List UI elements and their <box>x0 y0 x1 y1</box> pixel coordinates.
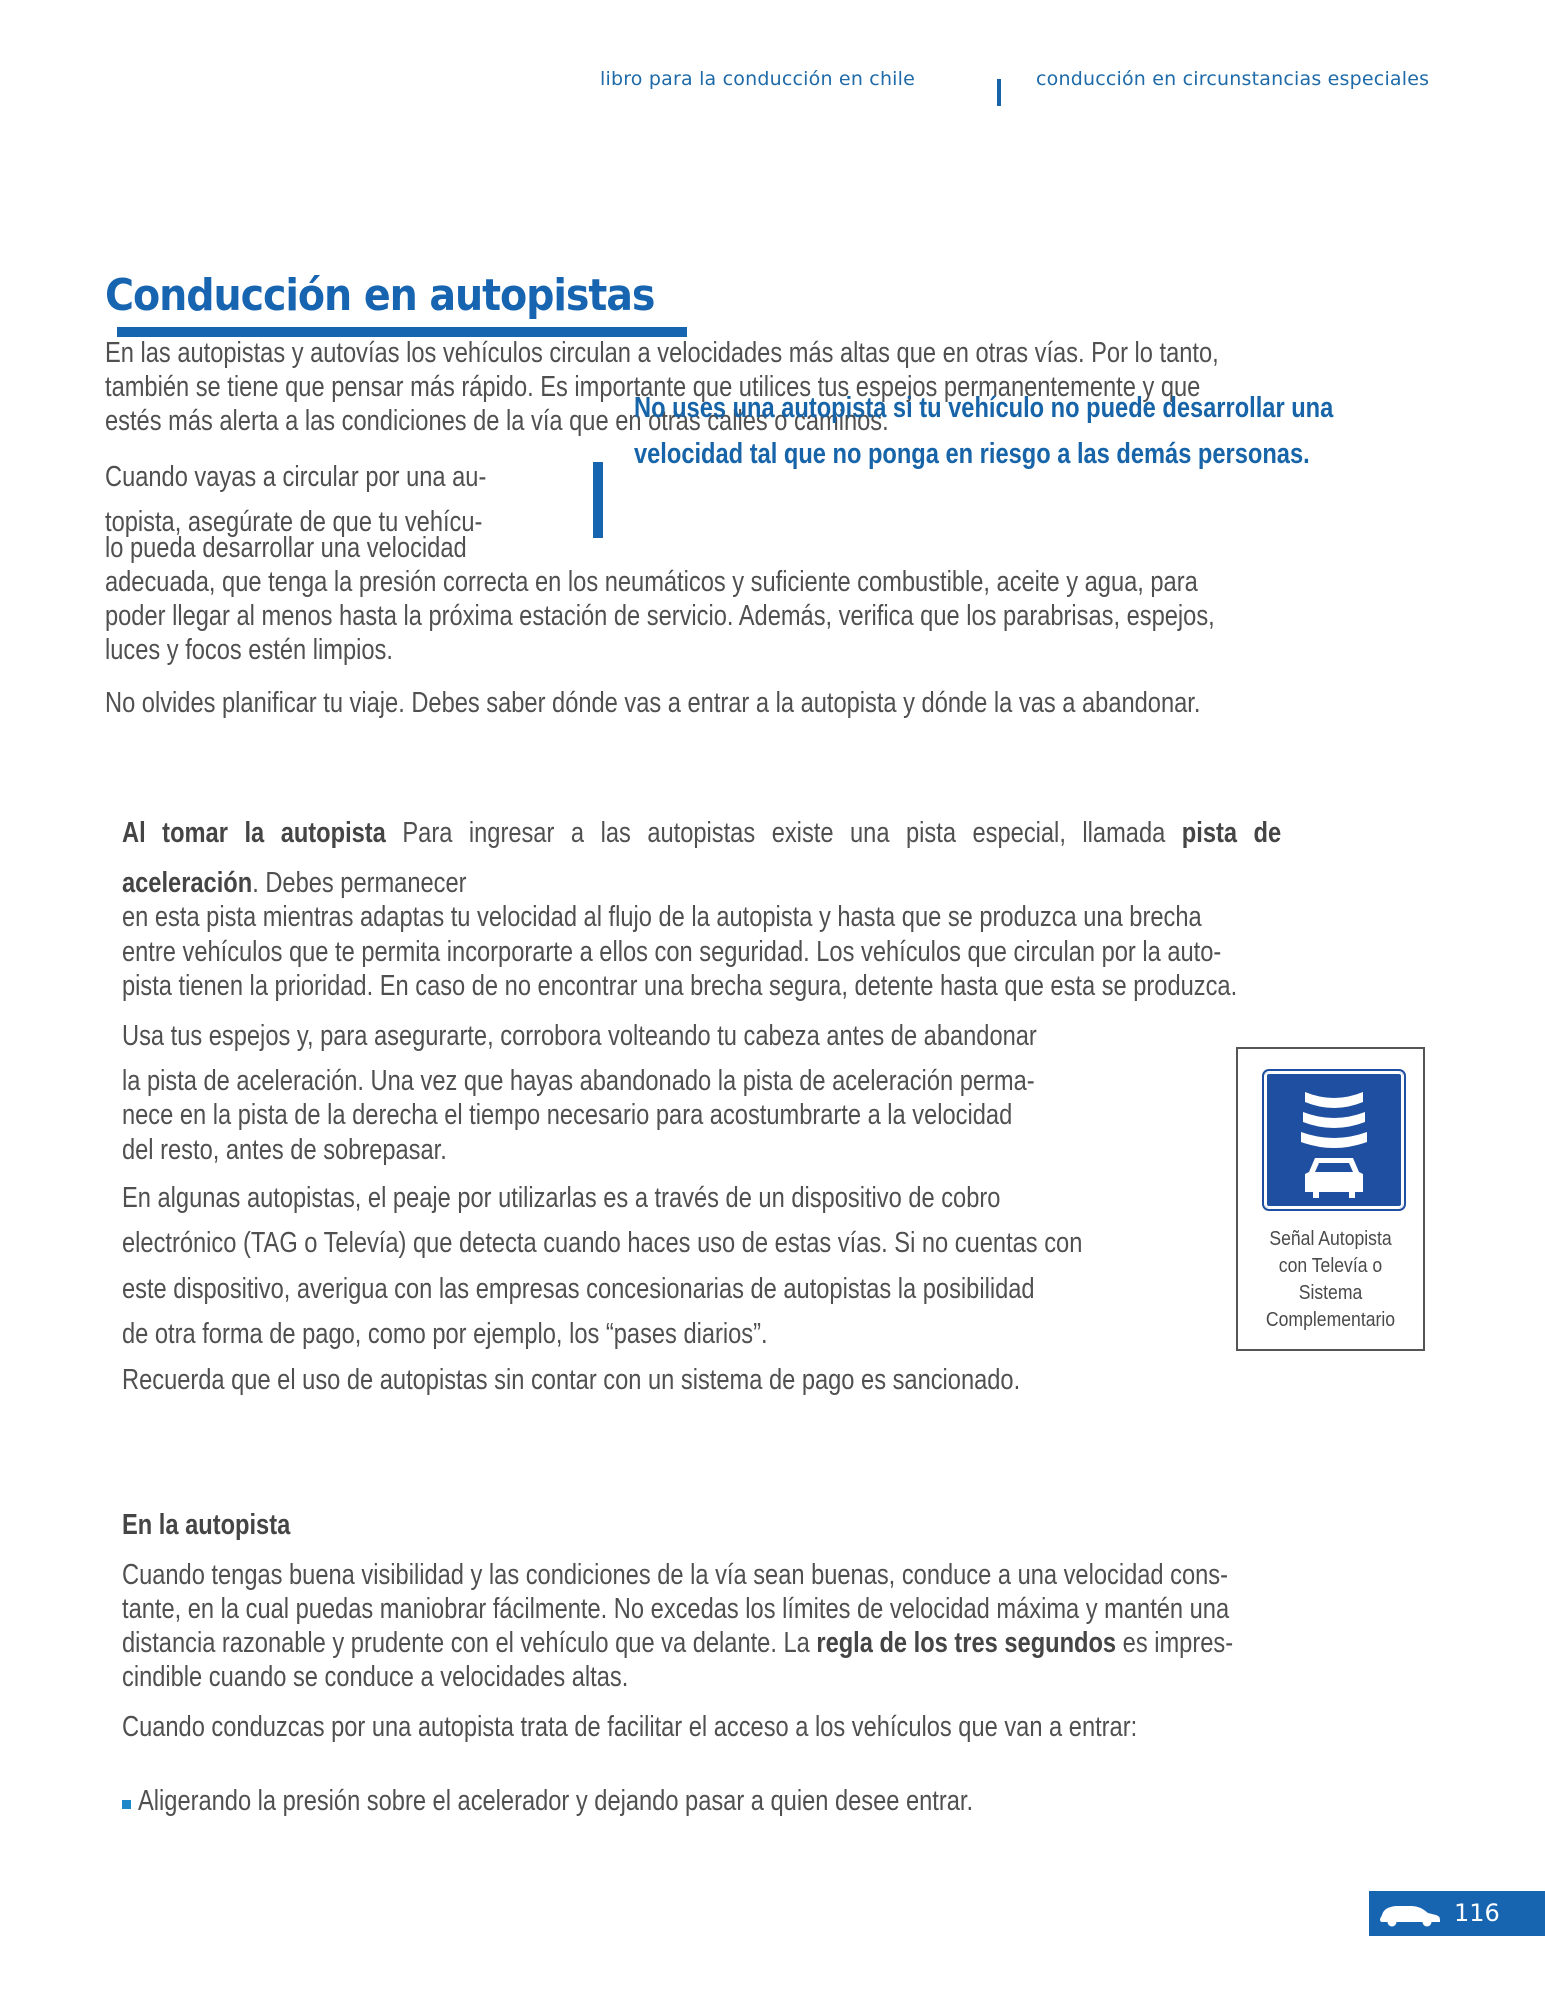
on-highway-line-3: distancia razonable y prudente con el vehículo que va delante. La regla de los tres segundos es impres- <box>122 1627 1234 1659</box>
list-item: Aligerando la presión sobre el acelerador y dejando pasar a quien desee entrar. <box>138 1785 974 1817</box>
on-highway-line-4: cindible cuando se conduce a velocidades altas. <box>122 1661 629 1693</box>
section-title: Conducción en autopistas <box>105 270 655 321</box>
intro-line-3: estés más alerta a las condiciones de la vía que en otras calles o caminos. <box>105 405 889 437</box>
callout-accent-bar <box>593 462 603 538</box>
on-highway-heading: En la autopista <box>122 1509 291 1541</box>
entering-heading: Al tomar la autopista <box>122 817 386 849</box>
prep-line-3: lo pueda desarrollar una velocidad <box>105 532 467 564</box>
bullet-icon <box>122 1800 131 1809</box>
toll-line-2: electrónico (TAG o Televía) que detecta cuando haces uso de estas vías. Si no cuentas con <box>122 1227 1083 1259</box>
mirrors-line-1: Usa tus espejos y, para asegurarte, corrobora volteando tu cabeza antes de abandonar <box>122 1020 1037 1052</box>
page-number-badge <box>1369 1891 1545 1936</box>
entering-line-2: aceleración. Debes permanecer <box>122 867 467 899</box>
entering-line-5: pista tienen la prioridad. En caso de no encontrar una brecha segura, detente hasta que esta se produzca. <box>122 970 1238 1002</box>
callout-line-2: velocidad tal que no ponga en riesgo a las demás personas. <box>634 438 1310 470</box>
prep-line-2: topista, asegúrate de que tu vehícu- <box>105 506 483 538</box>
page-number: 116 <box>1454 1899 1500 1927</box>
intro-line-1: En las autopistas y autovías los vehículos circulan a velocidades más altas que en otras vías. Por lo tanto, <box>105 337 1219 369</box>
callout-line-1: No uses una autopista si tu vehículo no puede desarrollar una <box>634 392 1334 424</box>
toll-line-5: Recuerda que el uso de autopistas sin contar con un sistema de pago es sancionado. <box>122 1364 1021 1396</box>
entering-line-1: Al tomar la autopista Para ingresar a las autopistas existe una pista especial, llamada pista de <box>122 817 1282 849</box>
prep-line-6: luces y focos estén limpios. <box>105 634 393 666</box>
toll-line-1: En algunas autopistas, el peaje por utilizarlas es a través de un dispositivo de cobro <box>122 1182 1001 1214</box>
on-highway-line-2: tante, en la cual puedas maniobrar fácilmente. No excedas los límites de velocidad máxima y mantén una <box>122 1593 1230 1625</box>
sign-figure <box>1236 1047 1425 1351</box>
toll-line-4: de otra forma de pago, como por ejemplo, los “pases diarios”. <box>122 1318 768 1350</box>
header-divider <box>997 79 1001 106</box>
entering-line-3: en esta pista mientras adaptas tu velocidad al flujo de la autopista y hasta que se produzca una brecha <box>122 901 1202 933</box>
three-second-rule: regla de los tres segundos <box>816 1627 1117 1659</box>
mirrors-line-2: la pista de aceleración. Una vez que hayas abandonado la pista de aceleración perma- <box>122 1065 1035 1097</box>
mirrors-line-3: nece en la pista de la derecha el tiempo necesario para acostumbrarte a la velocidad <box>122 1099 1013 1131</box>
prep-line-4: adecuada, que tenga la presión correcta en los neumáticos y suficiente combustible, aceite y agua, para <box>105 566 1198 598</box>
running-header-chapter-title: conducción en circunstancias especiales <box>1036 68 1430 90</box>
sign-caption: Señal Autopista con Televía o Sistema Complementario <box>1265 1228 1396 1331</box>
car-icon <box>1378 1901 1442 1927</box>
prep-line-1: Cuando vayas a circular por una au- <box>105 461 487 493</box>
intro-line-2: también se tiene que pensar más rápido. Es importante que utilices tus espejos permanentemente y que <box>105 371 1201 403</box>
toll-line-3: este dispositivo, averigua con las empresas concesionarias de autopistas la posibilidad <box>122 1273 1035 1305</box>
on-highway-paragraph-2: Cuando conduzcas por una autopista trata de facilitar el acceso a los vehículos que van a entrar: <box>122 1711 1138 1743</box>
running-header-book-title: libro para la conducción en chile <box>600 68 916 90</box>
televia-car-sign-icon <box>1265 1072 1403 1208</box>
prep-line-5: poder llegar al menos hasta la próxima estación de servicio. Además, verifica que los parabrisas, espejos, <box>105 600 1215 632</box>
plan-paragraph: No olvides planificar tu viaje. Debes saber dónde vas a entrar a la autopista y dónde la vas a abandonar. <box>105 687 1201 719</box>
on-highway-line-1: Cuando tengas buena visibilidad y las condiciones de la vía sean buenas, conduce a una velocidad cons- <box>122 1559 1228 1591</box>
entering-line-4: entre vehículos que te permita incorporarte a ellos con seguridad. Los vehículos que circulan por la auto- <box>122 936 1222 968</box>
mirrors-line-4: del resto, antes de sobrepasar. <box>122 1134 447 1166</box>
